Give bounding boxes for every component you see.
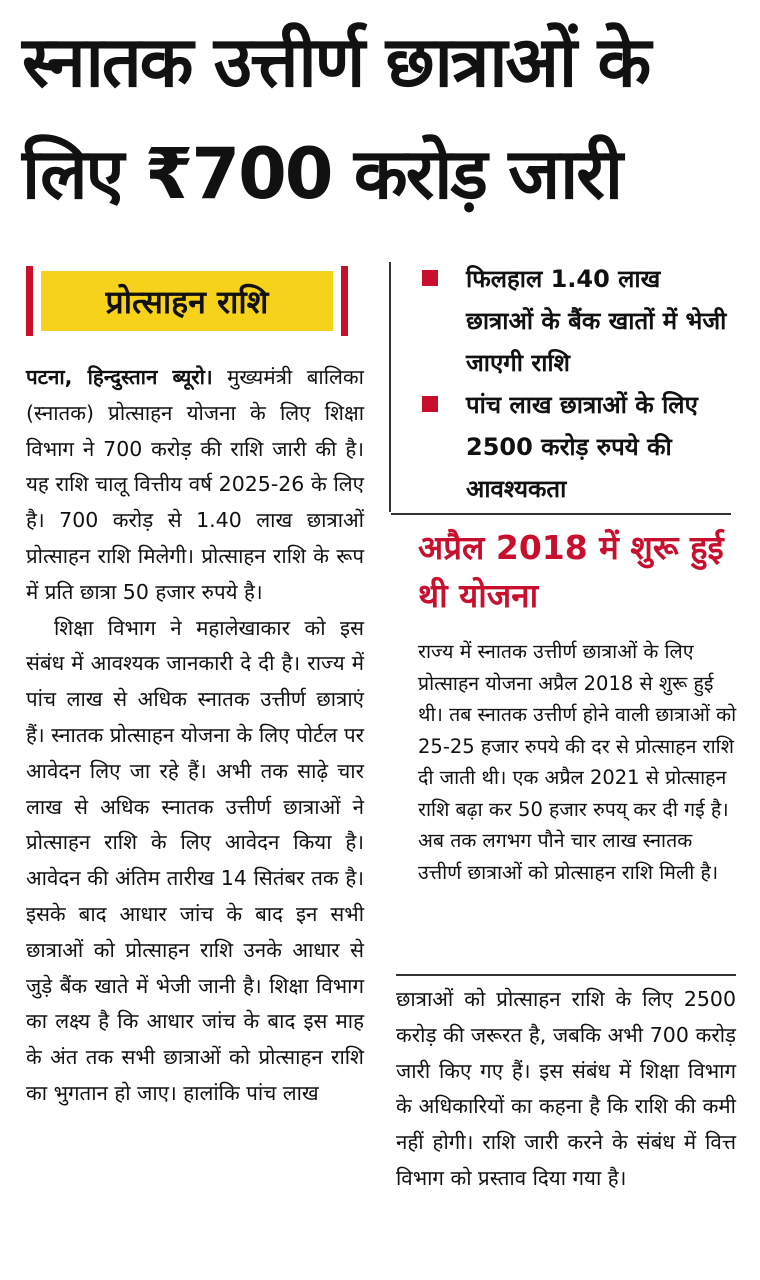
headline-line-1: स्नातक उत्तीर्ण छात्राओं के bbox=[22, 21, 650, 103]
box-bottom-rule bbox=[396, 974, 736, 976]
highlight-item bbox=[422, 384, 734, 510]
headline-line-2: लिए ₹700 करोड़ जारी bbox=[22, 133, 622, 215]
square-bullet-icon bbox=[422, 396, 438, 412]
story-paragraph-1 bbox=[26, 360, 364, 611]
column-divider bbox=[389, 262, 391, 512]
dateline: पटना, हिन्दुस्तान ब्यूरो। bbox=[26, 365, 213, 389]
sidebar-box-title: अप्रैल 2018 में शुरू हुई थी योजना bbox=[418, 528, 724, 615]
highlight-text: फिलहाल 1.40 लाख छात्राओं के बैंक खातों में भेजी जाएगी राशि bbox=[466, 265, 727, 377]
highlight-item bbox=[422, 258, 734, 384]
square-bullet-icon bbox=[422, 270, 438, 286]
sidebar-box-text: राज्य में स्नातक उत्तीर्ण छात्राओं के लिए प्रोत्साहन योजना अप्रैल 2018 से शुरू हुई थी। तब स्नातक उत्तीर्ण होने वाली छात्राओं को 25-25 हजार रुपये की दर से प्रोत्साहन राशि दी जाती थी। एक अप्रैल 2021 से प्रोत्साहन राशि बढ़ा कर 50 हजार रुपय् कर दी गई है। अब तक लगभग पौने चार लाख स्नातक उत्तीर्ण छात्राओं को प्रोत्साहन राशि मिली है। bbox=[418, 640, 737, 884]
story-paragraph-2: शिक्षा विभाग ने महालेखाकार को इस संबंध में आवश्यक जानकारी दे दी है। राज्य में पांच लाख से अधिक स्नातक उत्तीर्ण छात्राएं हैं। स्नातक प्रोत्साहन योजना के लिए पोर्टल पर आवेदन लिए जा रहे हैं। अभी तक साढ़े चार लाख से अधिक स्नातक उत्तीर्ण छात्राओं ने प्रोत्साहन राशि के लिए आवेदन किया है। आवेदन की अंतिम तारीख 14 सितंबर तक है। इसके बाद आधार जांच के बाद इन सभी छात्राओं को प्रोत्साहन राशि उनके आधार से जुड़े बैंक खाते में भेजी जानी है। शिक्षा विभाग का लक्ष्य है कि आधार जांच के बाद इस माह के अंत तक सभी छात्राओं को प्रोत्साहन राशि का भुगतान हो जाए। हालांकि पांच लाख bbox=[26, 615, 364, 1105]
kicker-left-bar bbox=[26, 266, 33, 336]
story-left-column bbox=[26, 360, 364, 1112]
story-right-column bbox=[396, 982, 736, 1197]
story-paragraph-1-text: मुख्यमंत्री बालिका (स्नातक) प्रोत्साहन योजना के लिए शिक्षा विभाग ने 700 करोड़ की राशि जारी की है। यह राशि चालू वित्तीय वर्ष 2025-26 के लिए है। 700 करोड़ से 1.40 लाख छात्राओं प्रोत्साहन राशि मिलेगी। प्रोत्साहन राशि के रूप में प्रति छात्रा 50 हजार रुपये है। bbox=[26, 365, 364, 604]
headline bbox=[22, 6, 742, 230]
highlight-text: पांच लाख छात्राओं के लिए 2500 करोड़ रुपये की आवश्यकता bbox=[466, 391, 698, 503]
story-continuation: छात्राओं को प्रोत्साहन राशि के लिए 2500 करोड़ की जरूरत है, जबकि अभी 700 करोड़ जारी किए गए हैं। इस संबंध में शिक्षा विभाग के अधिकारियों का कहना है कि राशि की कमी नहीं होगी। राशि जारी करने के संबंध में वित्त विभाग को प्रस्ताव दिया गया है। bbox=[396, 987, 736, 1190]
kicker-right-bar bbox=[341, 266, 348, 336]
kicker-label: प्रोत्साहन राशि bbox=[41, 271, 333, 331]
section-kicker bbox=[26, 262, 348, 340]
box-top-rule bbox=[391, 513, 731, 515]
highlights-list bbox=[422, 258, 734, 510]
